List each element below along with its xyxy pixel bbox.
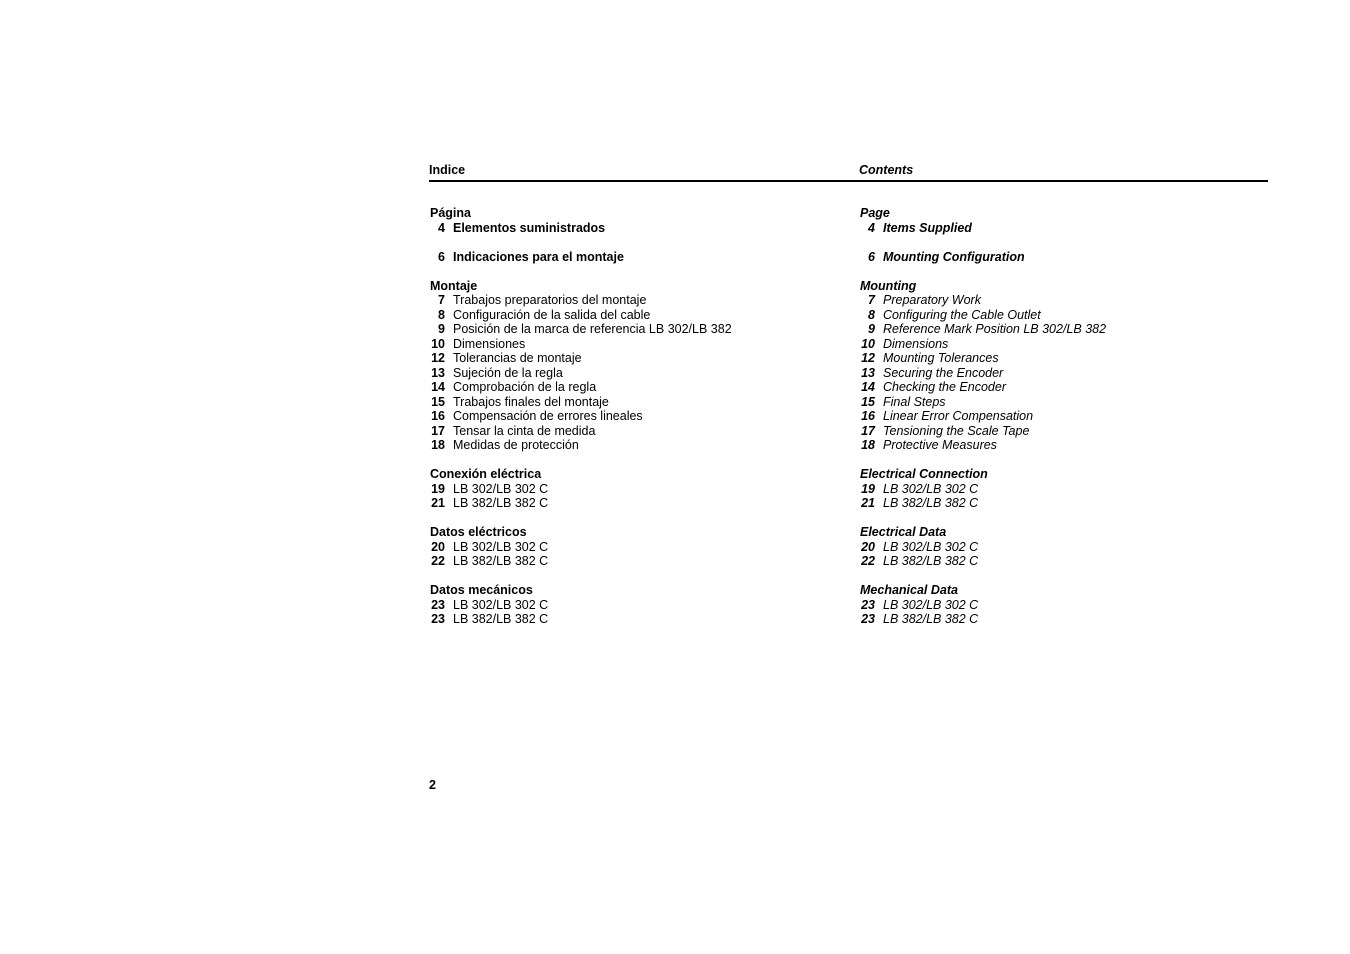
section-heading: Electrical Data <box>860 525 947 539</box>
toc-entry-label: Final Steps <box>883 394 946 409</box>
toc-entry-label: Configuring the Cable Outlet <box>883 307 1041 322</box>
toc-entry <box>430 380 850 395</box>
toc-entry-label: Dimensiones <box>453 336 526 351</box>
toc-entry <box>860 598 1280 613</box>
toc-page-number: 23 <box>431 612 445 626</box>
toc-entry <box>860 424 1280 439</box>
toc-entry <box>430 250 850 265</box>
toc-entry-label: Indicaciones para el montaje <box>453 249 624 264</box>
toc-entry <box>430 308 850 323</box>
toc-entry <box>430 221 850 236</box>
toc-entry-label: Mounting Tolerances <box>883 351 999 365</box>
toc-page-number: 14 <box>861 380 875 394</box>
toc-entry-label: Tensar la cinta de medida <box>453 423 596 438</box>
toc-page-number: 23 <box>861 612 875 626</box>
toc-entry <box>430 322 850 337</box>
toc-page-number: 8 <box>438 307 445 322</box>
toc-page-number: 10 <box>861 336 875 351</box>
toc-entry <box>860 554 1280 569</box>
toc-page-number: 17 <box>431 423 445 438</box>
section-heading: Datos mecánicos <box>430 583 533 597</box>
spanish-header-title: Indice <box>429 163 466 177</box>
toc-entry-label: Linear Error Compensation <box>883 409 1034 423</box>
toc-page-number: 10 <box>431 336 445 351</box>
toc-entry <box>430 496 850 511</box>
toc-entry-label: Sujeción de la regla <box>453 365 563 380</box>
toc-entry-label: LB 302/LB 302 C <box>883 539 979 554</box>
toc-entry <box>860 250 1280 265</box>
header-divider <box>429 180 1268 182</box>
toc-entry <box>430 438 850 453</box>
toc-entry <box>430 598 850 613</box>
page-column-heading: Page <box>860 206 890 220</box>
toc-entry <box>860 221 1280 236</box>
page-number: 2 <box>429 778 436 792</box>
english-header-title: Contents <box>859 163 914 177</box>
toc-page-number: 7 <box>868 293 875 307</box>
toc-entry <box>430 337 850 352</box>
section-heading: Montaje <box>430 278 478 293</box>
toc-page-number: 4 <box>438 220 445 235</box>
section-heading: Conexión eléctrica <box>430 467 542 481</box>
toc-entry <box>430 554 850 569</box>
page-column-heading: Página <box>430 206 471 220</box>
toc-page-number: 12 <box>861 351 875 365</box>
toc-entry <box>860 337 1280 352</box>
toc-entry-label: Tensioning the Scale Tape <box>883 423 1030 438</box>
toc-page-number: 18 <box>861 438 875 452</box>
toc-page-number: 19 <box>431 481 445 496</box>
toc-page-number: 9 <box>868 322 875 336</box>
toc-entry-label: Securing the Encoder <box>883 365 1004 380</box>
toc-entry <box>430 540 850 555</box>
toc-page-number: 6 <box>438 249 445 264</box>
toc-entry-label: LB 382/LB 382 C <box>883 496 979 510</box>
toc-page-number: 8 <box>868 307 875 322</box>
toc-page-number: 7 <box>438 293 445 307</box>
toc-page-number: 20 <box>431 539 445 554</box>
toc-entry-label: Posición de la marca de referencia LB 302/LB 382 <box>453 322 732 336</box>
toc-entry-label: LB 382/LB 382 C <box>453 554 549 568</box>
toc-entry-label: Mounting Configuration <box>883 249 1025 264</box>
toc-entry-label: Trabajos preparatorios del montaje <box>453 293 647 307</box>
toc-entry <box>860 322 1280 337</box>
toc-entry-label: LB 302/LB 302 C <box>453 481 549 496</box>
toc-entry <box>860 482 1280 497</box>
toc-page-number: 12 <box>431 351 445 365</box>
toc-page-number: 9 <box>438 322 445 336</box>
toc-page-number: 22 <box>431 554 445 568</box>
toc-entry-label: Trabajos finales del montaje <box>453 394 609 409</box>
spanish-contents-column <box>430 206 850 627</box>
toc-entry-label: LB 302/LB 302 C <box>883 597 979 612</box>
toc-entry <box>430 293 850 308</box>
toc-entry-label: LB 382/LB 382 C <box>883 554 979 568</box>
section-heading: Mounting <box>860 278 917 293</box>
toc-page-number: 6 <box>868 249 875 264</box>
toc-entry-label: LB 382/LB 382 C <box>453 612 549 626</box>
toc-entry-label: LB 382/LB 382 C <box>883 612 979 626</box>
toc-page-number: 15 <box>431 394 445 409</box>
toc-page-number: 14 <box>431 380 445 394</box>
toc-entry-label: Dimensions <box>883 336 949 351</box>
english-contents-column <box>860 206 1280 627</box>
toc-entry-label: LB 302/LB 302 C <box>883 481 979 496</box>
toc-page-number: 23 <box>431 597 445 612</box>
toc-entry <box>860 409 1280 424</box>
toc-entry-label: Medidas de protección <box>453 438 579 452</box>
toc-entry <box>430 424 850 439</box>
toc-entry <box>860 351 1280 366</box>
toc-entry-label: Reference Mark Position LB 302/LB 382 <box>883 322 1107 336</box>
toc-entry-label: Compensación de errores lineales <box>453 409 643 423</box>
toc-entry <box>430 366 850 381</box>
toc-entry <box>860 293 1280 308</box>
toc-entry-label: Protective Measures <box>883 438 997 452</box>
toc-entry-label: Comprobación de la regla <box>453 380 597 394</box>
toc-page-number: 16 <box>861 409 875 423</box>
toc-page-number: 17 <box>861 423 875 438</box>
section-heading: Datos eléctricos <box>430 525 527 539</box>
toc-entry-label: Tolerancias de montaje <box>453 351 582 365</box>
section-heading: Electrical Connection <box>860 467 988 481</box>
toc-page-number: 21 <box>861 496 875 510</box>
toc-page-number: 20 <box>861 539 875 554</box>
toc-entry-label: Checking the Encoder <box>883 380 1006 394</box>
toc-entry <box>860 380 1280 395</box>
toc-entry-label: LB 382/LB 382 C <box>453 496 549 510</box>
toc-page-number: 18 <box>431 438 445 452</box>
toc-page-number: 15 <box>861 394 875 409</box>
toc-entry <box>430 351 850 366</box>
toc-page-number: 21 <box>431 496 445 510</box>
toc-entry <box>430 612 850 627</box>
toc-entry <box>860 612 1280 627</box>
toc-entry-label: Configuración de la salida del cable <box>453 307 651 322</box>
toc-entry <box>860 308 1280 323</box>
toc-entry-label: Elementos suministrados <box>453 220 606 235</box>
toc-entry <box>860 540 1280 555</box>
page-header <box>429 162 1268 180</box>
toc-entry <box>430 395 850 410</box>
toc-page-number: 4 <box>868 220 875 235</box>
toc-entry <box>430 482 850 497</box>
toc-entry-label: Items Supplied <box>883 220 972 235</box>
toc-page-number: 16 <box>431 409 445 423</box>
toc-page-number: 13 <box>431 365 445 380</box>
toc-entry <box>860 366 1280 381</box>
toc-entry <box>860 438 1280 453</box>
section-heading: Mechanical Data <box>860 583 958 597</box>
toc-entry <box>860 395 1280 410</box>
toc-entry-label: Preparatory Work <box>883 293 981 307</box>
toc-page-number: 13 <box>861 365 875 380</box>
toc-entry-label: LB 302/LB 302 C <box>453 597 549 612</box>
toc-entry-label: LB 302/LB 302 C <box>453 539 549 554</box>
toc-entry <box>860 496 1280 511</box>
toc-page-number: 23 <box>861 597 875 612</box>
toc-page-number: 19 <box>861 481 875 496</box>
toc-entry <box>430 409 850 424</box>
toc-page-number: 22 <box>861 554 875 568</box>
